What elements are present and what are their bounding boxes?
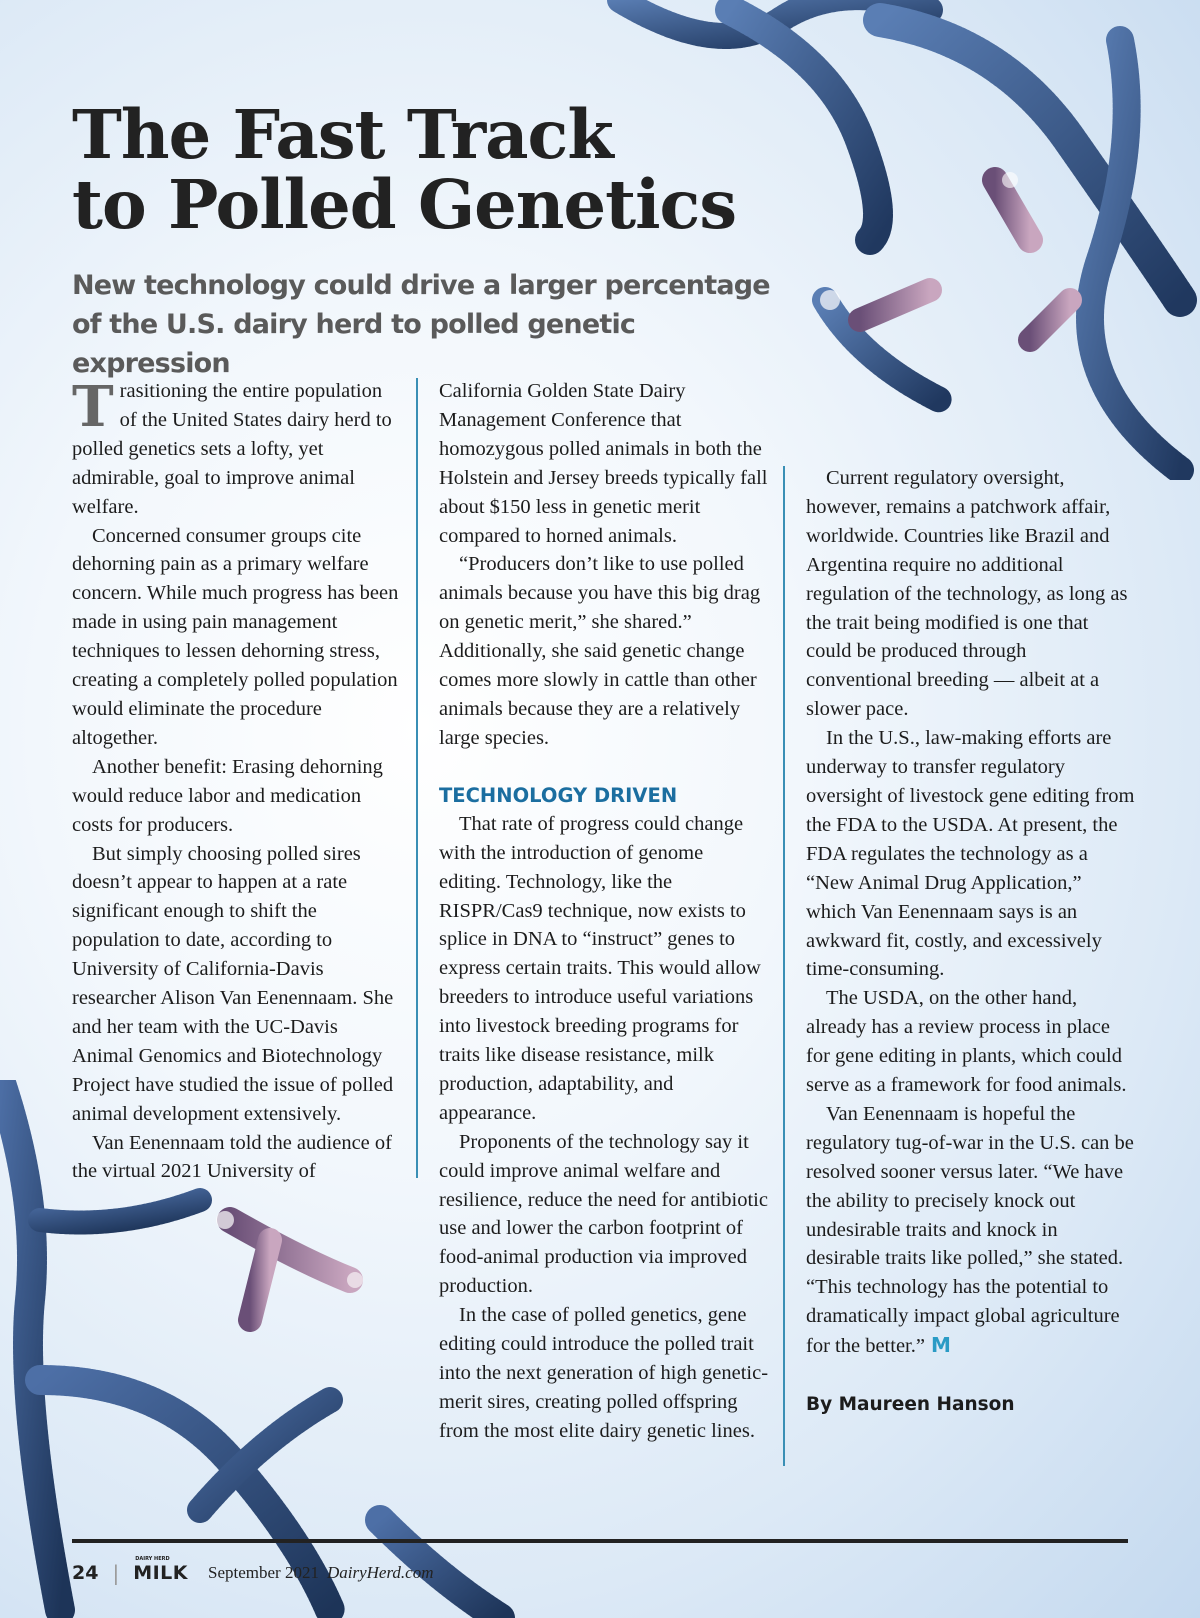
article-column-3	[806, 464, 1136, 1420]
page-number: 24	[72, 1562, 99, 1584]
column-2-paragraph-4: Proponents of the technology say it could improve animal welfare and resilience, reduce the need for antibiotic use and lower the carbon footprint of food-animal production via improved production.	[439, 1130, 768, 1298]
column-1-paragraph-5: Van Eenennaam told the audience of the virtual 2021 University of	[72, 1131, 392, 1183]
title-line-2: to Polled Genetics	[72, 165, 737, 244]
page-footer	[72, 1556, 434, 1586]
section-heading: TECHNOLOGY DRIVEN	[439, 783, 678, 807]
column-3-paragraph-1: Current regulatory oversight, however, remains a patchwork affair, worldwide. Countries like Brazil and Argentina require no additional regulation of the technology, as long as the trait being modified is one that could be produced through conventional breeding — albeit at a slower pace.	[806, 467, 1128, 721]
article-title	[72, 95, 737, 244]
column-2-paragraph-2: “Producers don’t like to use polled animals because you have this big drag on genetic merit,” she shared.” Additionally, she said genetic change comes more slowly in cattle than other animals because they are a relatively large species.	[439, 553, 761, 749]
column-1-paragraph-2: Concerned consumer groups cite dehorning pain as a primary welfare concern. While much progress has been made in using pain management techniques to lessen dehorning stress, creating a completely polled population would eliminate the procedure altogether.	[72, 524, 399, 749]
column-3-paragraph-3: The USDA, on the other hand, already has a review process in place for gene editing in plants, which could serve as a framework for food animals.	[806, 987, 1127, 1097]
column-3-paragraph-2: In the U.S., law-making efforts are underway to transfer regulatory oversight of livestock gene editing from the FDA to the USDA. At present, the FDA regulates the technology as a “New Animal Drug Application,” which Van Eenennaam says is an awkward fit, costly, and excessively time-consuming.	[806, 727, 1135, 981]
logo-small-text: DAIRY HERD	[135, 1556, 170, 1562]
magazine-logo: DAIRY HERD MILK	[133, 1556, 189, 1584]
article-subtitle: New technology could drive a larger percentage of the U.S. dairy herd to polled genetic expression	[72, 270, 770, 379]
website-link[interactable]: DairyHerd.com	[326, 1563, 434, 1582]
title-line-1: The Fast Track	[72, 95, 613, 174]
column-2-paragraph-5: In the case of polled genetics, gene editing could introduce the polled trait into the next generation of high genetic-merit sires, creating polled offspring from the most elite dairy genetic lines.	[439, 1304, 769, 1442]
dropcap: T	[72, 374, 114, 440]
footer-separator: |	[112, 1561, 120, 1585]
column-3-paragraph-4: Van Eenennaam is hopeful the regulatory tug-of-war in the U.S. can be resolved sooner versus later. “We have the ability to precisely knock out undesirable traits and knock in desirable traits like polled,” she stated. “This technology has the potential to dramatically impact global agriculture for the better.” M	[806, 1102, 1134, 1358]
column-rule-right	[783, 466, 785, 1466]
article-column-2	[439, 377, 769, 1446]
article-column-1	[72, 374, 402, 1186]
issue-date: September 2021	[208, 1563, 319, 1582]
end-mark-icon: M	[930, 1333, 951, 1358]
column-1-paragraph-4: But simply choosing polled sires doesn’t appear to happen at a rate significant enough to shift the population to date, according to University of California-Davis researcher Alison Van Eenennaam. She and her team with the UC-Davis Animal Genomics and Biotechnology Project have studied the issue of polled animal development extensively.	[72, 842, 394, 1125]
column-2-paragraph-3: That rate of progress could change with the introduction of genome editing. Technology, like the RISPR/Cas9 technique, now exists to splice in DNA to “instruct” genes to express certain traits. This would allow breeders to introduce useful variations into livestock breeding programs for traits like disease resistance, milk production, adaptability, and appearance.	[439, 812, 761, 1124]
column-rule-left	[416, 378, 418, 1178]
column-1-paragraph-1: Trasitioning the entire population of the United States dairy herd to polled genetics sets a lofty, yet admirable, goal to improve animal welfare.	[72, 374, 392, 518]
footer-rule	[72, 1539, 1128, 1543]
byline: By Maureen Hanson	[806, 1394, 1015, 1416]
column-1-paragraph-3: Another benefit: Erasing dehorning would reduce labor and medication costs for producers.	[72, 755, 383, 836]
column-2-paragraph-1: California Golden State Dairy Management Conference that homozygous polled animals in both the Holstein and Jersey breeds typically fall about $150 less in genetic merit compared to horned animals.	[439, 380, 768, 547]
